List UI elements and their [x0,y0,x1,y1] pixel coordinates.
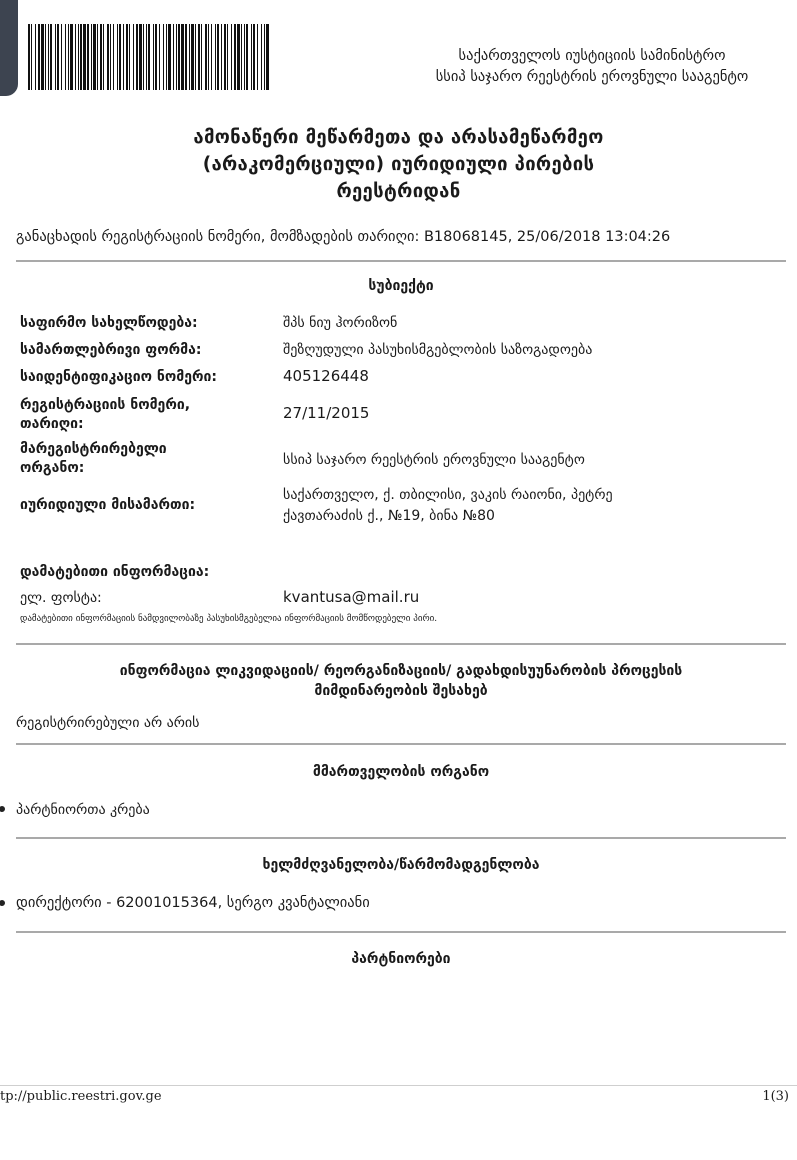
barcode-bar [78,24,79,90]
barcode-bar [163,24,164,90]
barcode-bar [48,24,49,90]
barcode-bar [133,24,134,90]
barcode-bar [266,24,269,90]
field-value-legal-form: შეზღუდული პასუხისმგებლობის საზოგადოება [283,342,593,358]
request-info: განაცხადის რეგისტრაციის ნომერი, მომზადების თარიღი: B18068145, 25/06/2018 13:04:26 [16,229,671,245]
barcode-bar [198,24,200,90]
title-line-3: რეესტრიდან [336,181,461,202]
document-title [60,124,737,205]
barcode-bar [103,24,104,90]
title-line-2: (არაკომერციული) იურიდიული პირების [202,154,595,175]
partners-heading: პარტნიორები [351,951,451,967]
barcode-bar [221,24,222,90]
barcode-bar [28,24,30,90]
barcode-bar [181,24,184,90]
liquidation-status: რეგისტრირებული არ არის [16,715,200,731]
field-label-registering-body: მარეგისტრირებელი ორგანო: [20,441,167,476]
barcode-bar [148,24,150,90]
barcode-bar [80,24,82,90]
barcode-bar [244,24,245,90]
barcode-bar [97,24,98,90]
barcode-bar [68,24,69,90]
barcode-bar [50,24,52,90]
divider [16,743,786,745]
barcode-bar [168,24,171,90]
barcode-bar [93,24,96,90]
liquidation-heading [16,661,786,701]
barcode-bar [136,24,138,90]
barcode-bar [189,24,190,90]
disclaimer-note: დამატებითი ინფორმაციის ნამდვილობაზე პასუხისმგებელია ინფორმაციის მომწოდებელი პირი. [20,614,438,624]
barcode-bar [143,24,144,90]
barcode-bar [107,24,109,90]
barcode-bar [155,24,157,90]
field-label-id-number: საიდენტიფიკაციო ნომერი: [20,369,218,385]
divider [16,643,786,645]
barcode-bar [195,24,196,90]
barcode-bar [257,24,258,90]
barcode-bar [110,24,111,90]
title-line-1: ამონაწერი მეწარმეთა და არასამეწარმეო [193,127,604,148]
barcode-bar [234,24,236,90]
barcode [6,22,270,94]
barcode-bar [251,24,252,90]
liquidation-heading-line-2: მიმდინარეობის შესახებ [314,683,488,699]
barcode-bar [208,24,209,90]
subject-heading: სუბიექტი [368,278,434,294]
barcode-bar [241,24,242,90]
barcode-bar [224,24,226,90]
liquidation-heading-line-1: ინფორმაცია ლიკვიდაციის/ რეორგანიზაციის/ გადახდისუუნარობის პროცესის [119,663,683,679]
header-issuer [402,46,782,88]
bullet-icon [0,806,5,812]
barcode-bar [246,24,248,90]
barcode-bar [75,24,76,90]
page-number: 1(3) [762,1089,789,1104]
divider [16,837,786,839]
field-value-id-number: 405126448 [283,367,369,385]
barcode-bar [38,24,40,90]
barcode-bar [201,24,202,90]
barcode-bar [185,24,187,90]
barcode-bar [176,24,177,90]
barcode-bar [231,24,232,90]
additional-info-heading: დამატებითი ინფორმაცია: [20,564,210,580]
barcode-bar [205,24,207,90]
agency-name: სსიპ საჯარო რეესტრის ეროვნული სააგენტო [435,69,749,85]
field-label-registration: რეგისტრაციის ნომერი, თარიღი: [20,397,191,432]
barcode-bar [119,24,121,90]
barcode-bar [117,24,118,90]
email-value: kvantusa@mail.ru [283,588,420,606]
governing-body-heading: მმართველობის ორგანო [312,764,490,780]
governing-body-item: პარტნიორთა კრება [16,802,150,818]
field-label-legal-address: იურიდიული მისამართი: [20,497,196,513]
divider [16,931,786,933]
bullet-icon [0,900,5,906]
barcode-bar [123,24,124,90]
barcode-bar [217,24,219,90]
field-value-company-name: შპს ნიუ ჰორიზონ [283,315,398,331]
barcode-bar [253,24,255,90]
management-item: დირექტორი - 62001015364, სერგო კვანტალიანი [16,895,370,911]
barcode-bar [261,24,262,90]
barcode-bar [31,24,32,90]
barcode-bar [264,24,265,90]
barcode-bar [91,24,92,90]
barcode-bar [159,24,160,90]
barcode-bar [126,24,128,90]
barcode-bar [215,24,216,90]
barcode-bar [83,24,86,90]
barcode-bar [41,24,44,90]
barcode-bar [227,24,228,90]
field-value-registering-body: სსიპ საჯარო რეესტრის ეროვნული სააგენტო [283,452,585,468]
barcode-bar [173,24,174,90]
barcode-bar [166,24,167,90]
barcode-bar [129,24,130,90]
field-label-legal-form: სამართლებრივი ფორმა: [20,342,202,358]
barcode-bar [113,24,114,90]
barcode-bar [191,24,194,90]
barcode-bar [87,24,89,90]
barcode-bar [57,24,59,90]
field-label-company-name: საფირმო სახელწოდება: [20,315,198,331]
barcode-bar [61,24,62,90]
barcode-bar [35,24,36,90]
field-value-legal-address: საქართველო, ქ. თბილისი, ვაკის რაიონი, პეტრე ქავთარაძის ქ., №19, ბინა №80 [283,487,613,524]
barcode-bar [211,24,212,90]
barcode-bar [65,24,66,90]
barcode-bar [178,24,180,90]
barcode-bar [100,24,102,90]
barcode-bar [55,24,56,90]
field-value-registration-date: 27/11/2015 [283,404,370,422]
barcode-bar [153,24,154,90]
divider [16,260,786,262]
footer-divider [0,1085,797,1086]
ministry-name: საქართველოს იუსტიციის სამინისტრო [458,48,726,64]
barcode-bar [45,24,46,90]
barcode-bar [139,24,142,90]
barcode-bar [237,24,240,90]
barcode-bar [146,24,147,90]
email-label: ელ. ფოსტა: [20,590,102,606]
footer-url: tp://public.reestri.gov.ge [0,1089,162,1104]
management-heading: ხელმძღვანელობა/წარმომადგენლობა [262,857,540,873]
barcode-bar [70,24,73,90]
